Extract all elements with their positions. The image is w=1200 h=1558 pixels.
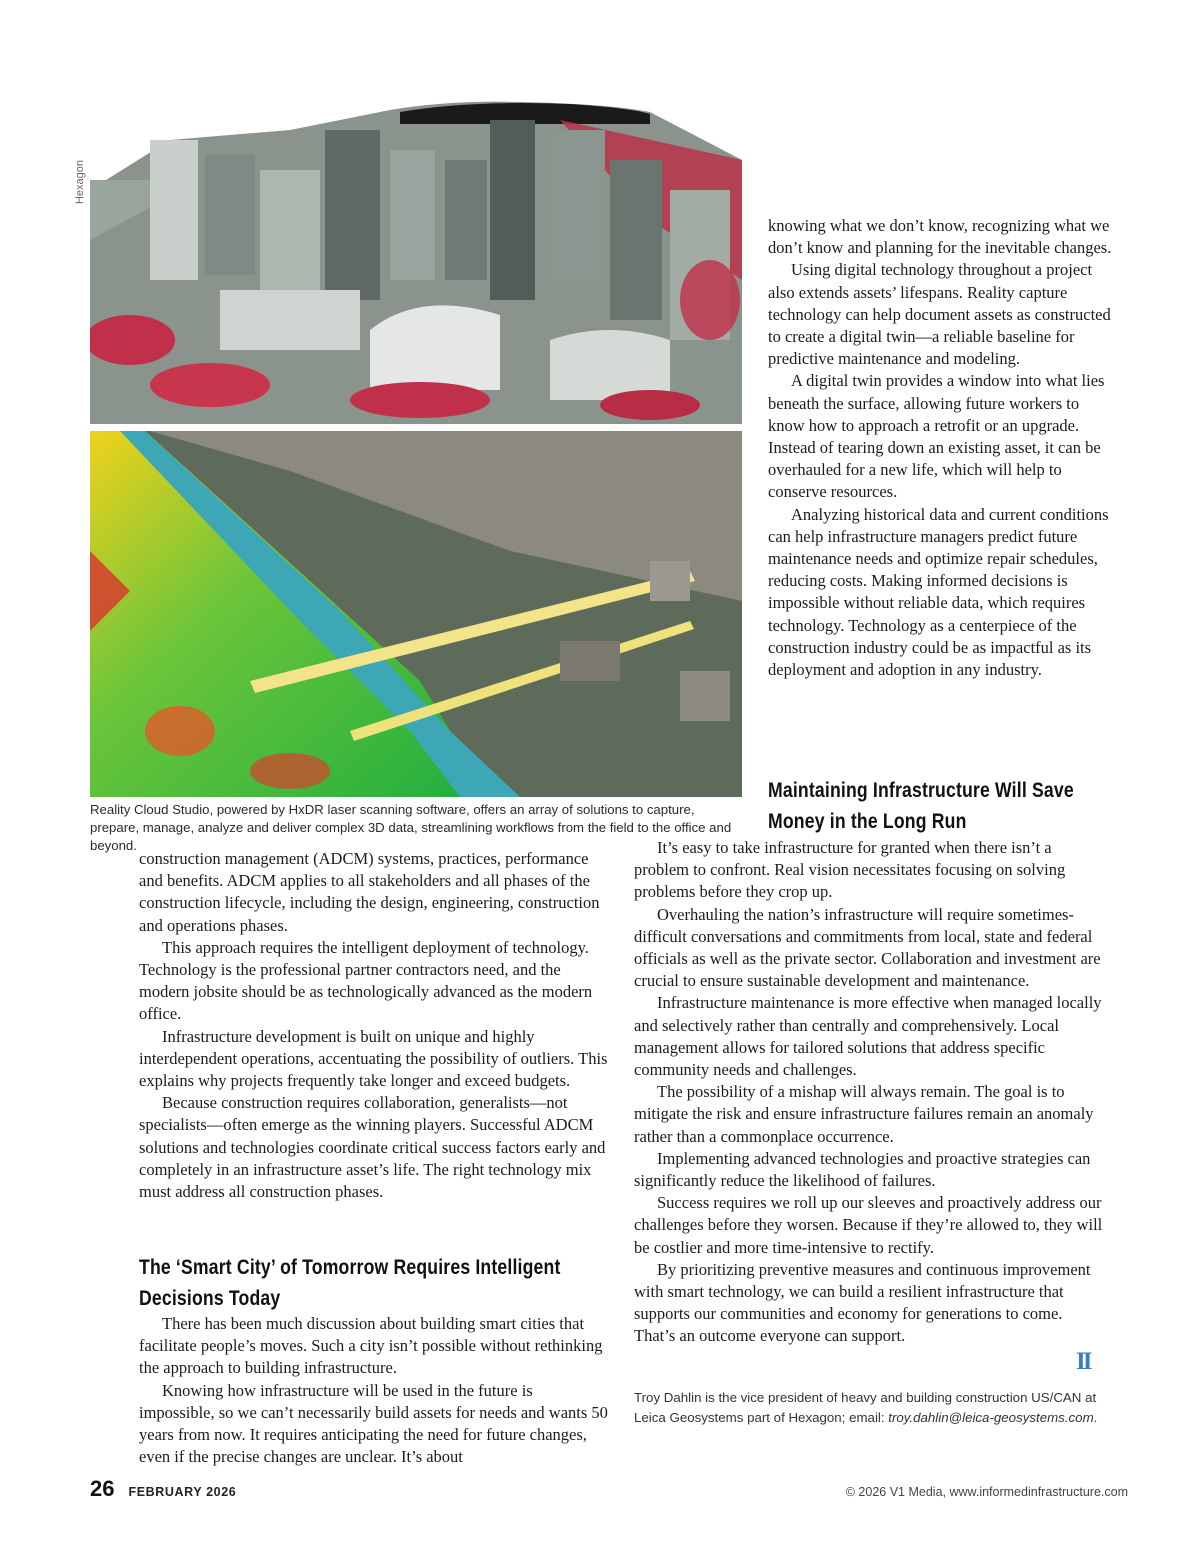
paragraph: construction management (ADCM) systems, practices, performance and benefits. ADCM applies to all stakeholders and all phases of the construction lifecycle, including the design, engineering, construction and operations phases. [139, 849, 600, 935]
photo-credit: Hexagon [74, 159, 86, 205]
paragraph: This approach requires the intelligent deployment of technology. Technology is the professional partner contractors need, and the modern jobsite should be as technologically advanced as the modern office. [139, 937, 593, 1024]
author-bio [634, 1388, 1104, 1428]
right-column-upper [768, 215, 1113, 681]
paragraph: Overhauling the nation’s infrastructure will require sometimes-difficult conversations and commitments from local, state and federal officials as well as the private sector. Collaboration and investment are crucial to ensure sustainable development and maintenance. [634, 904, 1101, 991]
footer-copyright: © 2026 V1 Media, www.informedinfrastructure.com [845, 1485, 1128, 1499]
paragraph: Analyzing historical data and current conditions can help infrastructure managers predict future maintenance needs and optimize repair schedules, reducing costs. Making informed decisions is impossible without reliable data, which requires technology. Technology as a centerpiece of the construction industry could be as impactful as its deployment and adoption in any industry. [768, 504, 1109, 680]
paragraph: Infrastructure maintenance is more effective when managed locally and selectively rather than centrally and comprehensively. Local management allows for tailored solutions that address specific community needs and challenges. [634, 993, 1102, 1080]
paragraph: There has been much discussion about building smart cities that facilitate people’s moves. Such a city isn’t possible without rethinking the approach to building infrastructure. [139, 1314, 603, 1378]
end-mark-icon: II [1076, 1348, 1090, 1375]
paragraph: knowing what we don’t know, recognizing what we don’t know and planning for the inevitable changes. [768, 216, 1112, 258]
paragraph: Implementing advanced technologies and proactive strategies can significantly reduce the likelihood of failures. [634, 1148, 1091, 1191]
paragraph: The possibility of a mishap will always remain. The goal is to mitigate the risk and ensure infrastructure failures remain an anomaly rather than a commonplace occurrence. [634, 1082, 1094, 1146]
author-email-link[interactable]: troy.dahlin@leica-geosystems.com [888, 1410, 1094, 1425]
right-column-lower [634, 837, 1103, 1348]
footer-left [90, 1476, 236, 1502]
figure-caption: Reality Cloud Studio, powered by HxDR laser scanning software, offers an array of solutions to capture, prepare, manage, analyze and deliver complex 3D data, streamlining workflows from the field to the office and beyond. [90, 802, 732, 853]
river-scan-image [90, 431, 742, 797]
paragraph: By prioritizing preventive measures and continuous improvement with smart technology, we can build a resilient infrastructure that supports our communities and economy for generations to come. That’s an outcome everyone can support. [634, 1259, 1091, 1346]
paragraph: Knowing how infrastructure will be used in the future is impossible, so we can’t necessarily build assets for needs and wants 50 years from now. It requires anticipating the need for future changes, even if the precise changes are unclear. It’s about [139, 1380, 608, 1467]
paragraph: Success requires we roll up our sleeves and proactively address our challenges before they worsen. Because if they’re allowed to, they will be costlier and more time-intensive to rectify. [634, 1193, 1103, 1257]
bio-text: Troy Dahlin is the vice president of heavy and building construction US/CAN at Leica Geosystems part of Hexagon; email: [634, 1390, 1097, 1425]
paragraph: It’s easy to take infrastructure for granted when there isn’t a problem to confront. Real vision necessitates focusing on solving problems before they crop up. [634, 838, 1066, 902]
section-heading-maintaining: Maintaining Infrastructure Will Save Money in the Long Run [768, 779, 1074, 833]
paragraph: Because construction requires collaboration, generalists—not specialists—often emerge as the winning players. Successful ADCM solutions and technologies coordinate critical success factors early and completely in an infrastructure asset’s life. The right technology mix must address all construction phases. [139, 1093, 606, 1202]
paragraph: Using digital technology throughout a project also extends assets’ lifespans. Reality capture technology can help document assets as constructed to create a digital twin—a reliable baseline for predictive maintenance and modeling. [768, 260, 1111, 369]
page-number: 26 [90, 1476, 115, 1501]
issue-date: FEBRUARY 2026 [128, 1485, 237, 1499]
paragraph: Infrastructure development is built on unique and highly interdependent operations, accentuating the possibility of outliers. This explains why projects frequently take longer and exceed budgets. [139, 1026, 608, 1091]
left-column-continued [139, 1313, 609, 1468]
left-column [139, 848, 609, 1203]
figure-city-point-cloud [90, 100, 742, 424]
section-heading-smart-city: The ‘Smart City’ of Tomorrow Requires Intelligent Decisions Today [139, 1256, 561, 1310]
paragraph: A digital twin provides a window into what lies beneath the surface, allowing future workers to know how to approach a retrofit or an upgrade. Instead of tearing down an existing asset, it can be overhauled for a new life, which will help to conserve resources. [768, 371, 1105, 502]
figure-river-scan [90, 431, 742, 797]
bio-end: . [1093, 1410, 1098, 1425]
city-point-cloud-image [90, 100, 742, 424]
